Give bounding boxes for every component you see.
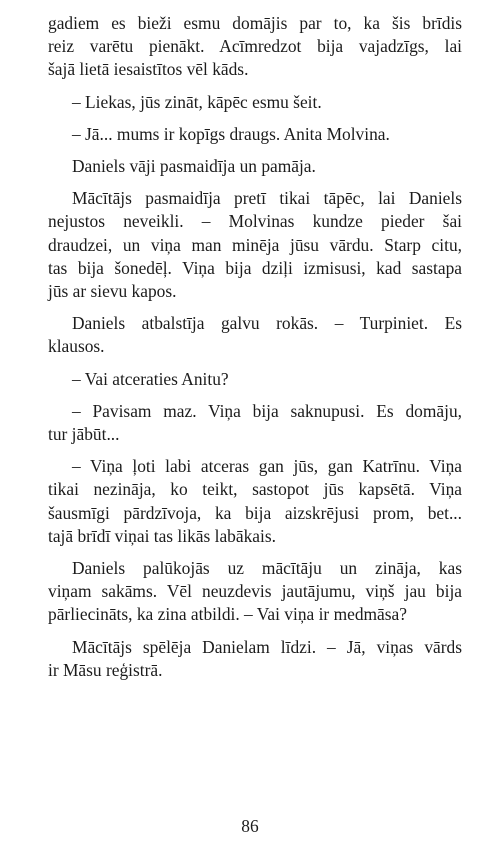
text-line: viņam sakāms. Vēl neuzdevis jautājumu, viņš jau bija	[48, 581, 462, 602]
text-line: šausmīgi pārdzīvoja, ka bija aizskrējusi prom, bet...	[48, 502, 462, 523]
paragraph	[48, 91, 462, 114]
text-line: Mācītājs spēlēja Danielam līdzi. – Jā, viņas vārds	[72, 636, 462, 657]
paragraph	[48, 557, 462, 627]
text-line: ir Māsu reģistrā.	[48, 659, 163, 680]
text-line: Daniels vāji pasmaidīja un pamāja.	[72, 156, 316, 177]
paragraph	[48, 123, 462, 146]
text-line: reiz varētu pienākt. Acīmredzot bija vajadzīgs, lai	[48, 36, 462, 57]
text-line: – Jā... mums ir kopīgs draugs. Anita Molvina.	[72, 123, 390, 144]
text-line: nejustos neveikli. – Molvinas kundze pieder šai	[48, 211, 462, 232]
text-line: Daniels atbalstīja galvu rokās. – Turpiniet. Es	[72, 313, 462, 334]
text-line: tikai nezināja, ko teikt, sastopot jūs kapsētā. Viņa	[48, 479, 462, 500]
paragraph	[48, 312, 462, 358]
paragraph	[48, 455, 462, 548]
text-line: gadiem es bieži esmu domājis par to, ka šis brīdis	[48, 13, 462, 33]
page-body	[48, 12, 462, 691]
text-line: tajā brīdī viņai tas likās labākais.	[48, 525, 276, 546]
text-line: – Liekas, jūs zināt, kāpēc esmu šeit.	[72, 91, 322, 112]
paragraph	[48, 636, 462, 682]
text-line: tas bija šonedēļ. Viņa bija dziļi izmisusi, kad sastapa	[48, 257, 462, 278]
text-line: šajā lietā iesaistītos vēl kāds.	[48, 59, 249, 80]
paragraph	[48, 12, 462, 82]
text-line: Mācītājs pasmaidīja pretī tikai tāpēc, lai Daniels	[72, 188, 462, 209]
paragraph	[48, 368, 462, 391]
text-line: – Vai atceraties Anitu?	[72, 368, 229, 389]
text-line: – Pavisam maz. Viņa bija saknupusi. Es domāju,	[72, 400, 462, 421]
text-line: tur jābūt...	[48, 424, 120, 445]
text-line: draudzei, un viņa man minēja jūsu vārdu. Starp citu,	[48, 234, 462, 255]
text-line: klausos.	[48, 336, 105, 357]
text-line: Daniels palūkojās uz mācītāju un zināja, kas	[72, 558, 462, 579]
text-line: jūs ar sievu kapos.	[48, 281, 177, 302]
paragraph	[48, 187, 462, 303]
text-line: – Viņa ļoti labi atceras gan jūs, gan Katrīnu. Viņa	[72, 456, 462, 477]
paragraph	[48, 155, 462, 178]
text-line: pārliecināts, ka zina atbildi. – Vai viņa ir medmāsa?	[48, 604, 407, 625]
paragraph	[48, 400, 462, 446]
page-number: 86	[241, 816, 259, 836]
